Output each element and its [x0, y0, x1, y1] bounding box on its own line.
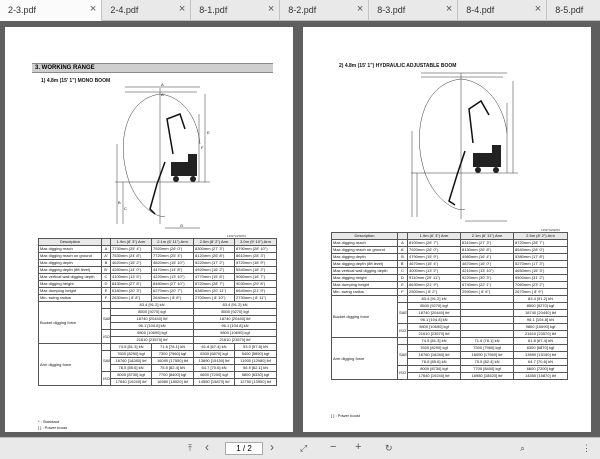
table-cell: 13890 [15150] lbf	[194, 358, 235, 365]
table-cell: Max digging depth	[332, 254, 398, 261]
table-cell: 7530mm (24' 8")	[111, 253, 152, 260]
table-cell: B	[398, 254, 408, 261]
table-cell: 61.8 [67.4] kN	[194, 344, 235, 351]
subtitle: 2) 4.8m (15' 1") HYDRAULIC ADJUSTABLE BOOM	[339, 63, 457, 69]
table-cell: 6640mm (21' 9")	[235, 288, 277, 295]
table-cell: 16090 [17550] lbf	[461, 352, 514, 359]
table-row	[332, 240, 568, 247]
table-cell	[398, 338, 408, 345]
table-cell: 8790mm (28' 10")	[235, 246, 277, 253]
table-cell: 8000 [8730] kgf	[111, 372, 152, 379]
table-cell: 6300 [6870] kgf	[194, 351, 235, 358]
table-cell	[461, 310, 514, 317]
table-cell: 4670mm (15' 4")	[408, 261, 461, 268]
table-cell: Min. swing radius	[332, 289, 398, 296]
table-cell: Max digging reach	[39, 246, 102, 253]
table-cell: 5400 [5890] kgf	[235, 351, 277, 358]
table-cell: SAE	[398, 303, 408, 324]
diagram-code: 14W7A2SP03	[227, 234, 246, 238]
table-cell: 83.4 [91.2] kN	[514, 296, 568, 303]
dim-label: E	[207, 130, 210, 135]
table-cell	[461, 303, 514, 310]
table-cell: 8100mm (26' 7")	[408, 240, 461, 247]
table-cell: 13890 [15150] lbf	[514, 352, 568, 359]
table-cell: 18740 [20440] lbf	[111, 316, 194, 323]
table-cell: 8720mm (28' 7")	[194, 281, 235, 288]
page-input[interactable]: 1 / 2	[225, 442, 263, 455]
table-cell: A'	[398, 247, 408, 254]
table-row	[39, 281, 277, 288]
table-cell: 7600 [8290] kgf	[111, 351, 152, 358]
table-cell: Max digging depth (8ft level)	[39, 267, 102, 274]
table-cell: 8120mm (26' 8")	[194, 253, 235, 260]
table-cell	[461, 317, 514, 324]
next-page-icon[interactable]: ›	[270, 440, 274, 454]
close-icon[interactable]: ×	[534, 3, 542, 15]
tab-8-3[interactable]	[369, 0, 458, 21]
table-cell: 7300 [7960] kgf	[461, 345, 514, 352]
header-cell	[398, 233, 408, 240]
first-page-icon[interactable]: ⤒	[188, 443, 192, 453]
table-cell: 6180mm (20' 3")	[111, 288, 152, 295]
header-cell: 1.9m (6' 3") Arm	[111, 239, 152, 246]
table-cell: 7920mm (26' 0")	[408, 247, 461, 254]
table-cell: A'	[102, 253, 111, 260]
tab-label: 8-3.pdf	[377, 5, 406, 15]
table-row	[39, 246, 277, 253]
table-cell: Max vertical wall digging depth	[332, 268, 398, 275]
table-cell: 75.5 [82.4] kN	[461, 359, 514, 366]
table-cell: 8610mm (28' 3")	[235, 253, 277, 260]
table-cell: Max dumping height	[39, 288, 102, 295]
table-cell: 4000mm (13' 2")	[408, 268, 461, 275]
table-cell: 74.5 [81.3] kN	[111, 344, 152, 351]
tab-2-3[interactable]	[0, 0, 102, 21]
table-cell: 61.8 [67.4] kN	[514, 338, 568, 345]
table-cell: F	[398, 289, 408, 296]
table-cell: ISO	[102, 372, 111, 386]
table-cell: D	[398, 275, 408, 282]
more-icon[interactable]: ⋮	[582, 443, 591, 453]
table-cell: 4820mm (15' 10")	[152, 260, 194, 267]
prev-page-icon[interactable]: ‹	[205, 440, 209, 454]
table-cell: 6300 [6870] kgf	[514, 345, 568, 352]
table-cell: 83.4 [91.2] kN	[194, 302, 277, 309]
table-cell: 9800 [10690] kgf	[194, 330, 277, 337]
table-cell: 9800 [10690] kgf	[111, 330, 194, 337]
table-cell: 4790mm (15' 9")	[408, 254, 461, 261]
table-row	[39, 260, 277, 267]
note-standard: * : Standard	[38, 419, 60, 424]
table-cell: 4650mm (15' 3")	[514, 268, 568, 275]
table-cell: 6740mm (22' 1")	[461, 282, 514, 289]
table-cell: 4980mm (16' 4")	[461, 254, 514, 261]
table-cell: 2590mm ( 8' 6")	[461, 289, 514, 296]
table-row	[39, 344, 277, 351]
table-cell: SAE	[102, 309, 111, 330]
tab-8-4[interactable]	[458, 0, 547, 21]
table-row	[332, 268, 568, 275]
table-cell: 5380mm (17' 8")	[514, 254, 568, 261]
section-title: 3. WORKING RANGE	[32, 63, 273, 73]
table-cell: 4100mm (13' 5")	[111, 274, 152, 281]
table-cell	[398, 296, 408, 303]
table-row	[39, 274, 277, 281]
tab-8-1[interactable]	[191, 0, 280, 21]
table-cell: 64.7 [70.6] kN	[514, 359, 568, 366]
zoom-in-icon[interactable]: +	[355, 441, 362, 453]
close-icon[interactable]: ×	[445, 3, 453, 15]
table-cell: 6600 [7200] kgf	[514, 366, 568, 373]
table-cell: C	[102, 274, 111, 281]
table-cell: 56.9 [62.1] kN	[235, 365, 277, 372]
close-icon[interactable]: ×	[178, 3, 186, 15]
table-cell: SAE	[398, 345, 408, 366]
table-row	[332, 247, 568, 254]
table-cell: 16760 [18280] lbf	[111, 358, 152, 365]
table-cell: 16760 [18280] lbf	[408, 352, 461, 359]
table-cell	[461, 331, 514, 338]
tab-label: 8-1.pdf	[199, 5, 228, 15]
table-cell: 9030mm (29' 8")	[235, 281, 277, 288]
table-cell: 4920mm (16' 2")	[194, 267, 235, 274]
table-cell: 96.1 [104.8] kN	[514, 317, 568, 324]
table-cell: 5720mm (18' 9")	[235, 260, 277, 267]
table-cell: 7060mm (23' 2")	[514, 282, 568, 289]
table-cell: 21610 [23570] lbf	[194, 337, 277, 344]
table-cell: 7730mm (25' 4")	[111, 246, 152, 253]
header-cell	[102, 239, 111, 246]
table-cell: 74.5 [81.3] kN	[408, 338, 461, 345]
table-cell: 12790 [13950] lbf	[235, 379, 277, 386]
table-cell: 8300mm (27' 3")	[194, 246, 235, 253]
table-cell: D	[102, 281, 111, 288]
table-cell: 21610 [23570] lbf	[408, 331, 461, 338]
table-cell: 7700 [8400] kgf	[461, 366, 514, 373]
table-row	[332, 261, 568, 268]
tab-8-5[interactable]	[547, 0, 600, 21]
table-cell: Max digging height	[332, 275, 398, 282]
table-cell: 96.1 [104.8] kN	[194, 323, 277, 330]
table-cell: 21610 [23570] lbf	[514, 331, 568, 338]
table-cell: 8480mm (27' 10")	[152, 281, 194, 288]
table-cell: Max digging reach on ground	[332, 247, 398, 254]
table-cell: 4620mm (15' 2")	[111, 260, 152, 267]
table-cell: 9500mm (31' 2")	[514, 275, 568, 282]
table-cell: 8540mm (28' 0")	[514, 247, 568, 254]
table-cell: 6380mm (20' 11")	[194, 288, 235, 295]
table-cell: 18740 [20440] lbf	[514, 310, 568, 317]
tab-label: 2-4.pdf	[110, 5, 139, 15]
notes	[331, 413, 360, 419]
table-cell: Max digging depth	[39, 260, 102, 267]
search-icon[interactable]: ⌕	[520, 443, 526, 453]
table-cell: 9220mm (30' 3")	[461, 275, 514, 282]
table-cell: 8500 [9270] kgf	[408, 303, 461, 310]
table-cell: 8430mm (27' 8")	[111, 281, 152, 288]
pdf-page-2-3	[5, 27, 293, 432]
table-cell: 78.5 [85.6] kN	[111, 365, 152, 372]
dim-label: G	[180, 223, 184, 228]
dim-label: A	[161, 82, 164, 87]
table-row	[332, 282, 568, 289]
table-cell: 6600 [7200] kgf	[194, 372, 235, 379]
table-cell: E	[398, 282, 408, 289]
table-cell: 2670mm ( 8' 9")	[514, 289, 568, 296]
document-viewer[interactable]	[0, 22, 600, 437]
zoom-out-icon[interactable]: −	[330, 441, 337, 453]
table-cell: 17640 [19240] lbf	[408, 373, 461, 380]
table-cell: 2700mm ( 8' 10")	[194, 295, 235, 302]
table-cell: SAE	[102, 351, 111, 372]
table-row	[332, 338, 568, 345]
subtitle: 1) 4.8m (15' 1") MONO BOOM	[41, 78, 111, 84]
table-cell: 8720mm (28' 7")	[514, 240, 568, 247]
bottom-toolbar	[0, 437, 600, 459]
table-cell: 6630mm (21' 9")	[408, 282, 461, 289]
table-cell: ISO	[398, 366, 408, 380]
bucket-force-label: Bucket digging force	[332, 296, 398, 338]
table-cell: 9800 [10690] kgf	[514, 324, 568, 331]
table-cell: 4770mm (15' 8")	[194, 274, 235, 281]
close-icon[interactable]: ×	[356, 3, 364, 15]
table-cell: 78.5 [85.6] kN	[408, 359, 461, 366]
table-cell: 8500 [9270] kgf	[111, 309, 194, 316]
dim-label: A'	[161, 92, 165, 97]
table-cell: ISO	[398, 324, 408, 338]
header-cell: 2.5m (8' 2") Arm	[194, 239, 235, 246]
table-cell: Max digging depth (8ft level)	[332, 261, 398, 268]
table-cell: 5800 [6330] kgf	[235, 372, 277, 379]
table-row	[39, 253, 277, 260]
table-cell: ISO	[102, 330, 111, 344]
table-cell: 8130mm (26' 8")	[461, 247, 514, 254]
table-cell: Min. swing radius	[39, 295, 102, 302]
header-cell: Description	[332, 233, 398, 240]
diagram-code: 14W7A2SP04	[541, 228, 560, 232]
note-power-boost: [ ] : Power boost	[38, 425, 67, 430]
table-cell	[461, 324, 514, 331]
table-cell: 7300 [7960] kgf	[152, 351, 194, 358]
tab-2-4[interactable]	[102, 0, 191, 21]
dim-label: C	[124, 206, 127, 211]
header-cell: 3.0m (9' 10") Arm	[235, 239, 277, 246]
table-cell: 96.1 [104.8] kN	[111, 323, 194, 330]
table-cell: 17640 [19240] lbf	[111, 379, 152, 386]
table-cell: 7700 [8400] kgf	[152, 372, 194, 379]
table-cell: 5270mm (17' 3")	[514, 261, 568, 268]
table-header-row	[39, 239, 277, 246]
table-cell: 9110mm (29' 11")	[408, 275, 461, 282]
table-row	[39, 302, 277, 309]
table-cell: 2640mm ( 8' 8")	[152, 295, 194, 302]
table-cell: 64.7 [70.6] kN	[194, 365, 235, 372]
rotate-icon[interactable]: ↻	[385, 443, 393, 453]
table-cell: F	[102, 295, 111, 302]
table-row	[332, 275, 568, 282]
table-cell: Max digging reach	[332, 240, 398, 247]
table-cell: A	[102, 246, 111, 253]
close-icon[interactable]: ×	[267, 3, 275, 15]
table-cell: 53.0 [57.8] kN	[235, 344, 277, 351]
table-cell: 2730mm ( 8' 11")	[235, 295, 277, 302]
table-row	[39, 288, 277, 295]
table-cell: Max digging height	[39, 281, 102, 288]
table-cell: B	[102, 260, 111, 267]
table-cell: 4220mm (13' 10")	[152, 274, 194, 281]
notes	[38, 419, 67, 431]
table-cell: 16980 [18520] lbf	[152, 379, 194, 386]
table-cell: Max digging reach on ground	[39, 253, 102, 260]
working-range-diagram	[403, 71, 523, 227]
table-cell: 75.5 [82.4] kN	[152, 365, 194, 372]
table-cell: Max dumping height	[332, 282, 398, 289]
header-cell: 2.1m (6' 11") Arm	[461, 233, 514, 240]
table-cell: 71.6 [78.1] kN	[461, 338, 514, 345]
tab-label: 8-4.pdf	[466, 5, 495, 15]
table-cell: 14550 [15870] lbf	[194, 379, 235, 386]
table-cell: C	[398, 268, 408, 275]
table-cell: 8310mm (27' 3")	[461, 240, 514, 247]
table-cell: 5540mm (18' 2")	[235, 267, 277, 274]
header-cell: 2.1m (6' 11") Arm	[152, 239, 194, 246]
table-cell: 83.4 [91.2] kN	[111, 302, 194, 309]
table-cell: 8000 [8730] kgf	[408, 366, 461, 373]
header-cell: 1.9m (6' 3") Arm	[408, 233, 461, 240]
table-cell: 7720mm (25' 4")	[152, 253, 194, 260]
table-cell: 4210mm (13' 10")	[461, 268, 514, 275]
table-cell: 18740 [20440] lbf	[408, 310, 461, 317]
table-cell: A	[398, 240, 408, 247]
table-cell: B'	[398, 261, 408, 268]
table-cell	[102, 302, 111, 309]
header-cell: Description	[39, 239, 102, 246]
tab-8-2[interactable]	[280, 0, 369, 21]
table-cell: 5220mm (17' 2")	[194, 260, 235, 267]
table-cell: 7920mm (26' 0")	[152, 246, 194, 253]
table-cell: 9800 [10690] kgf	[408, 324, 461, 331]
close-icon[interactable]: ×	[89, 3, 97, 15]
table-cell	[102, 344, 111, 351]
table-cell: 7600 [8290] kgf	[408, 345, 461, 352]
tab-label: 8-2.pdf	[288, 5, 317, 15]
table-cell: 83.4 [91.2] kN	[408, 296, 461, 303]
table-cell: 5060mm (16' 7")	[235, 274, 277, 281]
table-cell: 71.6 [78.1] kN	[152, 344, 194, 351]
table-cell: 16090 [17550] lbf	[152, 358, 194, 365]
table-cell: 14550 [15870] lbf	[514, 373, 568, 380]
table-cell: 8500 [9270] kgf	[194, 309, 277, 316]
header-cell: 2.5m (8' 2") Arm	[514, 233, 568, 240]
tab-bar	[0, 0, 600, 21]
table-cell: 16980 [18520] lbf	[461, 373, 514, 380]
dim-label: F	[201, 145, 204, 150]
table-cell: 18740 [20440] lbf	[194, 316, 277, 323]
table-cell: 2630mm ( 8' 8")	[111, 295, 152, 302]
bucket-force-label: Bucket digging force	[39, 302, 102, 344]
table-row	[332, 289, 568, 296]
table-header-row	[332, 233, 568, 240]
table-cell: 8500 [9270] kgf	[514, 303, 568, 310]
table-cell: 11900 [12980] lbf	[235, 358, 277, 365]
table-cell: 4470mm (14' 8")	[152, 267, 194, 274]
table-cell: 6270mm (20' 7")	[152, 288, 194, 295]
table-row	[332, 296, 568, 303]
table-cell: 4870mm (16' 0")	[461, 261, 514, 268]
table-cell: 2500mm ( 8' 2")	[408, 289, 461, 296]
table-cell: E	[102, 288, 111, 295]
note-power-boost: [ ] : Power boost	[331, 413, 360, 418]
table-cell: B'	[102, 267, 111, 274]
table-row	[332, 254, 568, 261]
working-range-diagram	[105, 84, 215, 234]
tab-label: 8-5.pdf	[555, 5, 584, 15]
arm-force-label: Arm digging force	[39, 344, 102, 386]
fit-page-icon[interactable]: ⤢	[300, 443, 308, 453]
dim-label: B	[118, 200, 121, 205]
spec-table	[38, 238, 277, 386]
table-cell: 96.1 [104.8] kN	[408, 317, 461, 324]
table-cell: Max vertical wall digging depth	[39, 274, 102, 281]
spec-table	[331, 232, 568, 380]
table-row	[39, 267, 277, 274]
arm-force-label: Arm digging force	[332, 338, 398, 380]
pdf-page-2-4	[303, 27, 591, 432]
table-cell	[461, 296, 514, 303]
table-cell: 4260mm (14' 0")	[111, 267, 152, 274]
table-cell: 21610 [23570] lbf	[111, 337, 194, 344]
table-row	[39, 295, 277, 302]
tab-label: 2-3.pdf	[8, 5, 37, 15]
